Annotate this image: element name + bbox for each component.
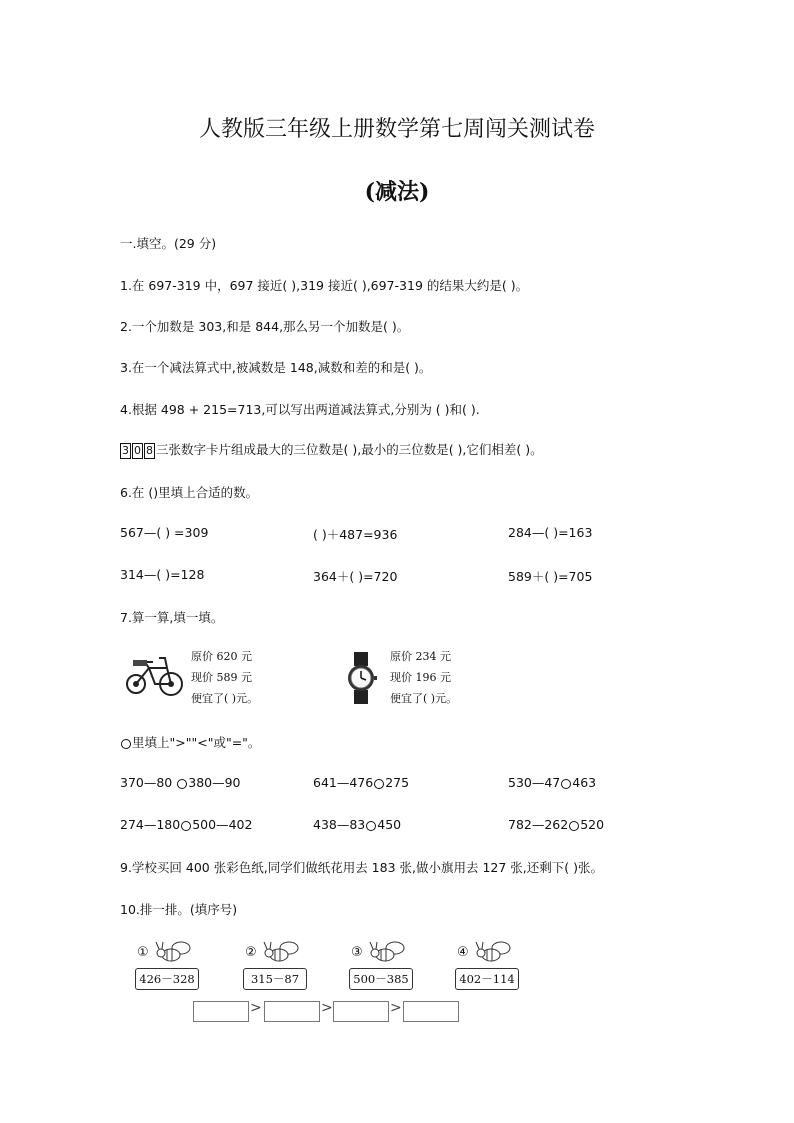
question-10: 10.排一排。(填序号) [120, 902, 238, 917]
circle-icon [121, 739, 131, 749]
item-number: ③ [351, 945, 363, 960]
question-6: 6.在 ()里填上合适的数。 [120, 485, 259, 500]
expression-box: 426－328 [135, 968, 199, 990]
greater-than-sign: > [321, 1000, 333, 1016]
equation: ( )＋487=936 [313, 527, 398, 542]
circle-icon[interactable] [569, 821, 579, 831]
bicycle-icon [125, 650, 185, 698]
compare-item: 274—180 500—402 [120, 817, 253, 832]
watch-saved: 便宜了( )元。 [390, 692, 458, 705]
question-8-heading: 里填上">""<"或"="。 [120, 733, 260, 751]
bike-saved: 便宜了( )元。 [191, 692, 259, 705]
bee-icon [473, 938, 513, 966]
watch-current-price: 现价 196 元 [390, 671, 451, 684]
circle-icon[interactable] [561, 779, 571, 789]
answer-box[interactable] [333, 1001, 389, 1022]
digit-card: 0 [134, 444, 141, 457]
bike-price-block [191, 646, 258, 709]
equation: 284—( )=163 [508, 525, 593, 540]
item-number: ① [137, 945, 149, 960]
section1-heading: 一.填空。(29 分) [120, 236, 217, 251]
answer-box[interactable] [264, 1001, 320, 1022]
equation: 314—( )=128 [120, 567, 205, 582]
expression-box: 315－87 [243, 968, 307, 990]
title-line2: (减法) [364, 179, 430, 205]
bee-icon [261, 938, 301, 966]
compare-item: 370—80 380—90 [120, 775, 241, 790]
expression-box: 402－114 [455, 968, 519, 990]
equation: 589＋( )=705 [508, 569, 593, 584]
question-5-text: 三张数字卡片组成最大的三位数是( ),最小的三位数是( ),它们相差( )。 [156, 442, 543, 457]
question-5 [120, 440, 543, 459]
watch-original-price: 原价 234 元 [390, 650, 451, 663]
title-line1: 人教版三年级上册数学第七周闯关测试卷 [198, 117, 595, 142]
bike-original-price: 原价 620 元 [191, 650, 252, 663]
question-9: 9.学校买回 400 张彩色纸,同学们做纸花用去 183 张,做小旗用去 127 张,还剩下( )张。 [120, 860, 603, 875]
digit-card: 8 [146, 444, 153, 457]
answer-box[interactable] [193, 1001, 249, 1022]
question-3: 3.在一个减法算式中,被减数是 148,减数和差的和是( )。 [120, 360, 432, 375]
greater-than-sign: > [250, 1000, 262, 1016]
compare-item: 641—476 275 [313, 775, 410, 790]
bee-icon [153, 938, 193, 966]
greater-than-sign: > [390, 1000, 402, 1016]
answer-box[interactable] [403, 1001, 459, 1022]
compare-item: 782—262 520 [508, 817, 605, 832]
item-number: ② [245, 945, 257, 960]
compare-item: 438—83 450 [313, 817, 402, 832]
digit-card: 3 [122, 444, 129, 457]
question-2: 2.一个加数是 303,和是 844,那么另一个加数是( )。 [120, 319, 410, 334]
equation: 364＋( )=720 [313, 569, 398, 584]
question-7: 7.算一算,填一填。 [120, 610, 224, 625]
compare-item: 530—47 463 [508, 775, 597, 790]
bike-current-price: 现价 589 元 [191, 671, 252, 684]
circle-icon[interactable] [181, 821, 191, 831]
circle-icon[interactable] [374, 779, 384, 789]
question-4: 4.根据 498 + 215=713,可以写出两道减法算式,分别为 ( )和( ). [120, 402, 480, 417]
expression-box: 500－385 [349, 968, 413, 990]
equation: 567—( ) =309 [120, 525, 209, 540]
watch-icon [345, 652, 377, 704]
watch-price-block [390, 646, 457, 709]
item-number: ④ [457, 945, 469, 960]
question-1: 1.在 697-319 中，697 接近( ),319 接近( ),697-319 的结果大约是( )。 [120, 278, 529, 293]
circle-icon[interactable] [177, 779, 187, 789]
circle-icon[interactable] [366, 821, 376, 831]
bee-icon [367, 938, 407, 966]
